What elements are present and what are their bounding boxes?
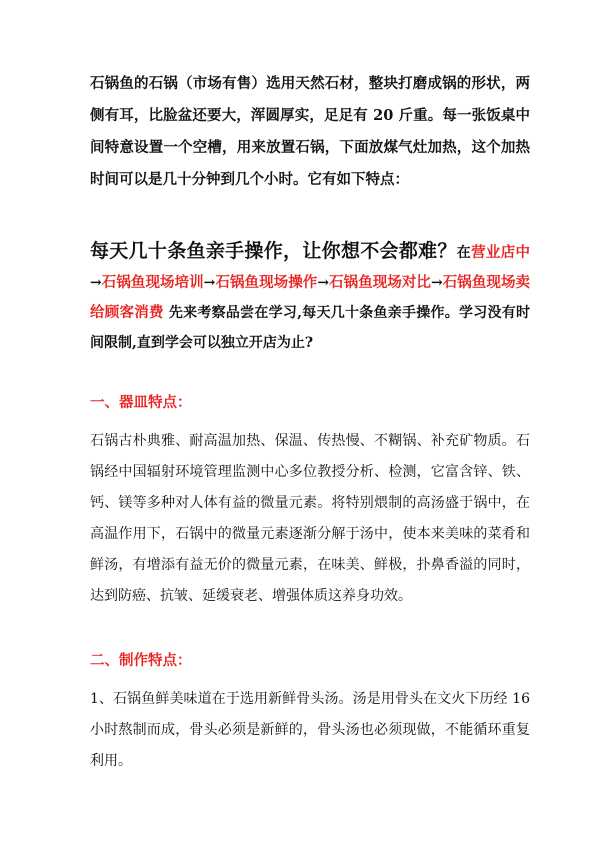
section-body-preparation: 1、石锅鱼鲜美味道在于选用新鲜骨头汤。汤是用骨头在文火下历经 16 小时熬制而成，骨头必须是新鲜的，骨头汤也必须现做，不能循环重复利用。 [90, 691, 530, 769]
training-arrow-4: → [430, 275, 443, 291]
training-step-1: 营业店中 [471, 244, 531, 261]
training-step-5: 石锅鱼现场卖给顾客消费 [90, 274, 531, 321]
training-arrow-2: → [203, 275, 216, 291]
intro-paragraph: 石锅鱼的石锅（市场有售）选用天然石材，整块打磨成锅的形状，两侧有耳，比脸盆还要大，浑圆厚实，足足有 20 斤重。每一张饭桌中间特意设置一个空槽，用来放置石锅，下面放煤气灶加热，这个加热时间可以是几十分钟到几个小时。它有如下特点： [90, 75, 530, 188]
section-heading-vessel: 一、器皿特点： [90, 394, 192, 411]
training-step-2: 石锅鱼现场培训 [101, 274, 204, 291]
training-step-4: 石锅鱼现场对比 [329, 274, 431, 291]
training-headline: 每天几十条鱼亲手操作，让你想不会都难？ [90, 240, 457, 262]
training-tail: 先来考察品尝在学习,每天几十条鱼亲手操作。学习没有时间限制,直到学会可以独立开店为止? [90, 305, 530, 351]
training-step-3: 石锅鱼现场操作 [215, 274, 318, 291]
training-paragraph [90, 236, 530, 358]
section-body-vessel: 石锅古朴典雅、耐高温加热、保温、传热慢、不糊锅、补充矿物质。石锅经中国辐射环境管理监测中心多位教授分析、检测，它富含锌、铁、钙、镁等多种对人体有益的微量元素。将特别煨制的高汤盛于锅中，在高温作用下，石锅中的微量元素逐渐分解于汤中，使本来美味的菜肴和鲜汤，有增添有益无价的微量元素，在味美、鲜极，扑鼻香溢的同时，达到防癌、抗皱、延缓衰老、增强体质这养身功效。 [90, 433, 530, 604]
document-page [90, 68, 530, 777]
training-arrow-3: → [317, 275, 330, 291]
training-arrow-1: → [90, 275, 102, 291]
section-heading-preparation: 二、制作特点： [90, 652, 192, 669]
training-prefix: 在 [456, 245, 472, 261]
